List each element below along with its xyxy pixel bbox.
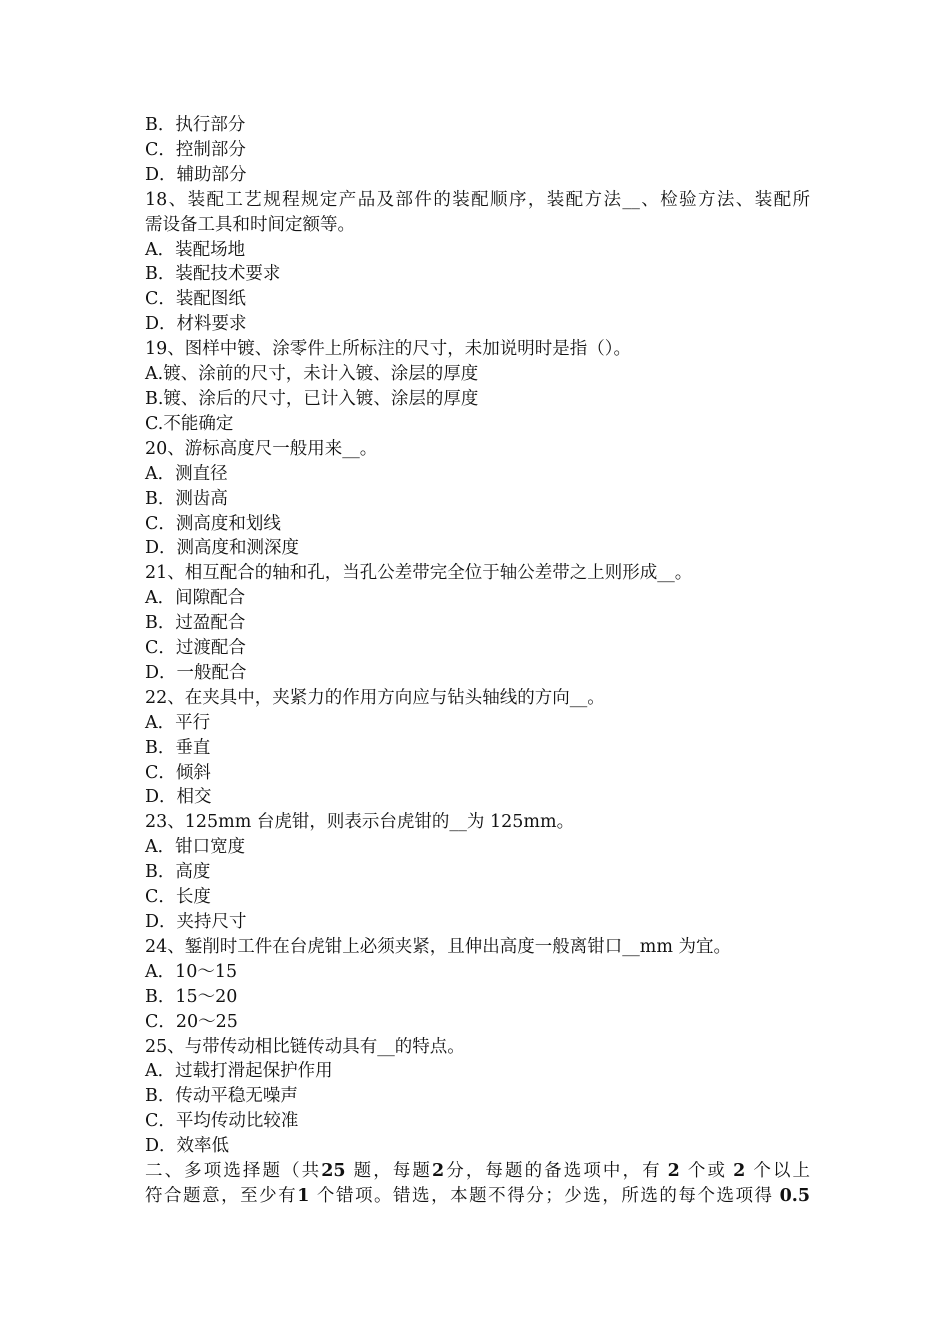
option-line: C．倾斜 [145, 762, 211, 783]
option-line: D．效率低 [145, 1136, 230, 1157]
section-text: 个错项。错选，本题不得分；少选，所选的每个选项得 [315, 1185, 774, 1206]
option-line: A.镀、涂前的尺寸，未计入镀、涂层的厚度 [145, 364, 479, 385]
option-line: D．夹持尺寸 [145, 912, 247, 932]
option-line: C.不能确定 [145, 413, 234, 434]
option-line: B．垂直 [145, 737, 211, 758]
option-line: B．15～20 [145, 986, 238, 1007]
option-line: C．平均传动比较准 [145, 1111, 299, 1132]
option-line: B．高度 [145, 862, 211, 883]
section-text: 个或 [685, 1161, 728, 1182]
section-text: 题，每题 [351, 1161, 432, 1182]
option-line: B．过盈配合 [145, 613, 246, 634]
option-line: C．20～25 [145, 1011, 238, 1032]
section-text: 符合题意，至少有 [145, 1185, 298, 1206]
option-line: D．相交 [145, 787, 212, 808]
question-20: 20、游标高度尺一般用来__。 [145, 438, 378, 459]
section-text: 个以上 [751, 1161, 811, 1182]
option-line: B．测齿高 [145, 488, 228, 509]
section-number: 1 [297, 1185, 310, 1206]
section-number: 0.5 [779, 1185, 811, 1206]
section-heading-line1 [145, 1159, 810, 1184]
option-line: C．装配图纸 [145, 289, 246, 310]
option-line: B．传动平稳无噪声 [145, 1086, 298, 1107]
option-line: D．测高度和测深度 [145, 538, 300, 559]
option-line: B．装配技术要求 [145, 264, 281, 285]
section-number: 2 [667, 1161, 680, 1182]
question-22: 22、在夹具中，夹紧力的作用方向应与钻头轴线的方向__。 [145, 687, 605, 708]
question-25: 25、与带传动相比链传动具有__的特点。 [145, 1036, 465, 1057]
option-line: A．测直径 [145, 463, 228, 484]
section-number: 25 [321, 1161, 346, 1182]
option-line: A．10～15 [145, 961, 238, 982]
section-text: 分，每题的备选项中，有 [444, 1161, 662, 1182]
question-19: 19、图样中镀、涂零件上所标注的尺寸，未加说明时是指（）。 [145, 339, 632, 360]
option-line: D．材料要求 [145, 314, 247, 335]
option-line: B．执行部分 [145, 115, 246, 135]
question-18-line2: 需设备工具和时间定额等。 [145, 214, 355, 235]
option-line: D．一般配合 [145, 662, 247, 683]
section-heading-line2 [145, 1184, 810, 1209]
option-line: A．钳口宽度 [145, 837, 246, 858]
option-line: C．控制部分 [145, 139, 246, 160]
question-23: 23、125mm 台虎钳，则表示台虎钳的__为 125mm。 [145, 812, 575, 833]
section-number: 2 [733, 1161, 746, 1182]
option-line: A．过载打滑起保护作用 [145, 1061, 333, 1082]
option-line: C．长度 [145, 887, 211, 908]
option-line: C．测高度和划线 [145, 513, 281, 534]
question-21: 21、相互配合的轴和孔，当孔公差带完全位于轴公差带之上则形成__。 [145, 563, 693, 584]
option-line: D．辅助部分 [145, 164, 247, 185]
option-line: A．间隙配合 [145, 588, 246, 609]
document-body [145, 113, 810, 1209]
section-text: 二、多项选择题（共 [145, 1161, 322, 1182]
question-24: 24、錾削时工件在台虎钳上必须夹紧，且伸出高度一般离钳口__mm 为宜。 [145, 936, 732, 957]
option-line: B.镀、涂后的尺寸，已计入镀、涂层的厚度 [145, 388, 479, 409]
option-line: C．过渡配合 [145, 638, 246, 659]
option-line: A．平行 [145, 712, 211, 733]
section-number: 2 [432, 1161, 445, 1182]
question-18-line1: 18、装配工艺规程规定产品及部件的装配顺序，装配方法__、检验方法、装配所 [145, 189, 810, 210]
option-line: A．装配场地 [145, 239, 246, 260]
